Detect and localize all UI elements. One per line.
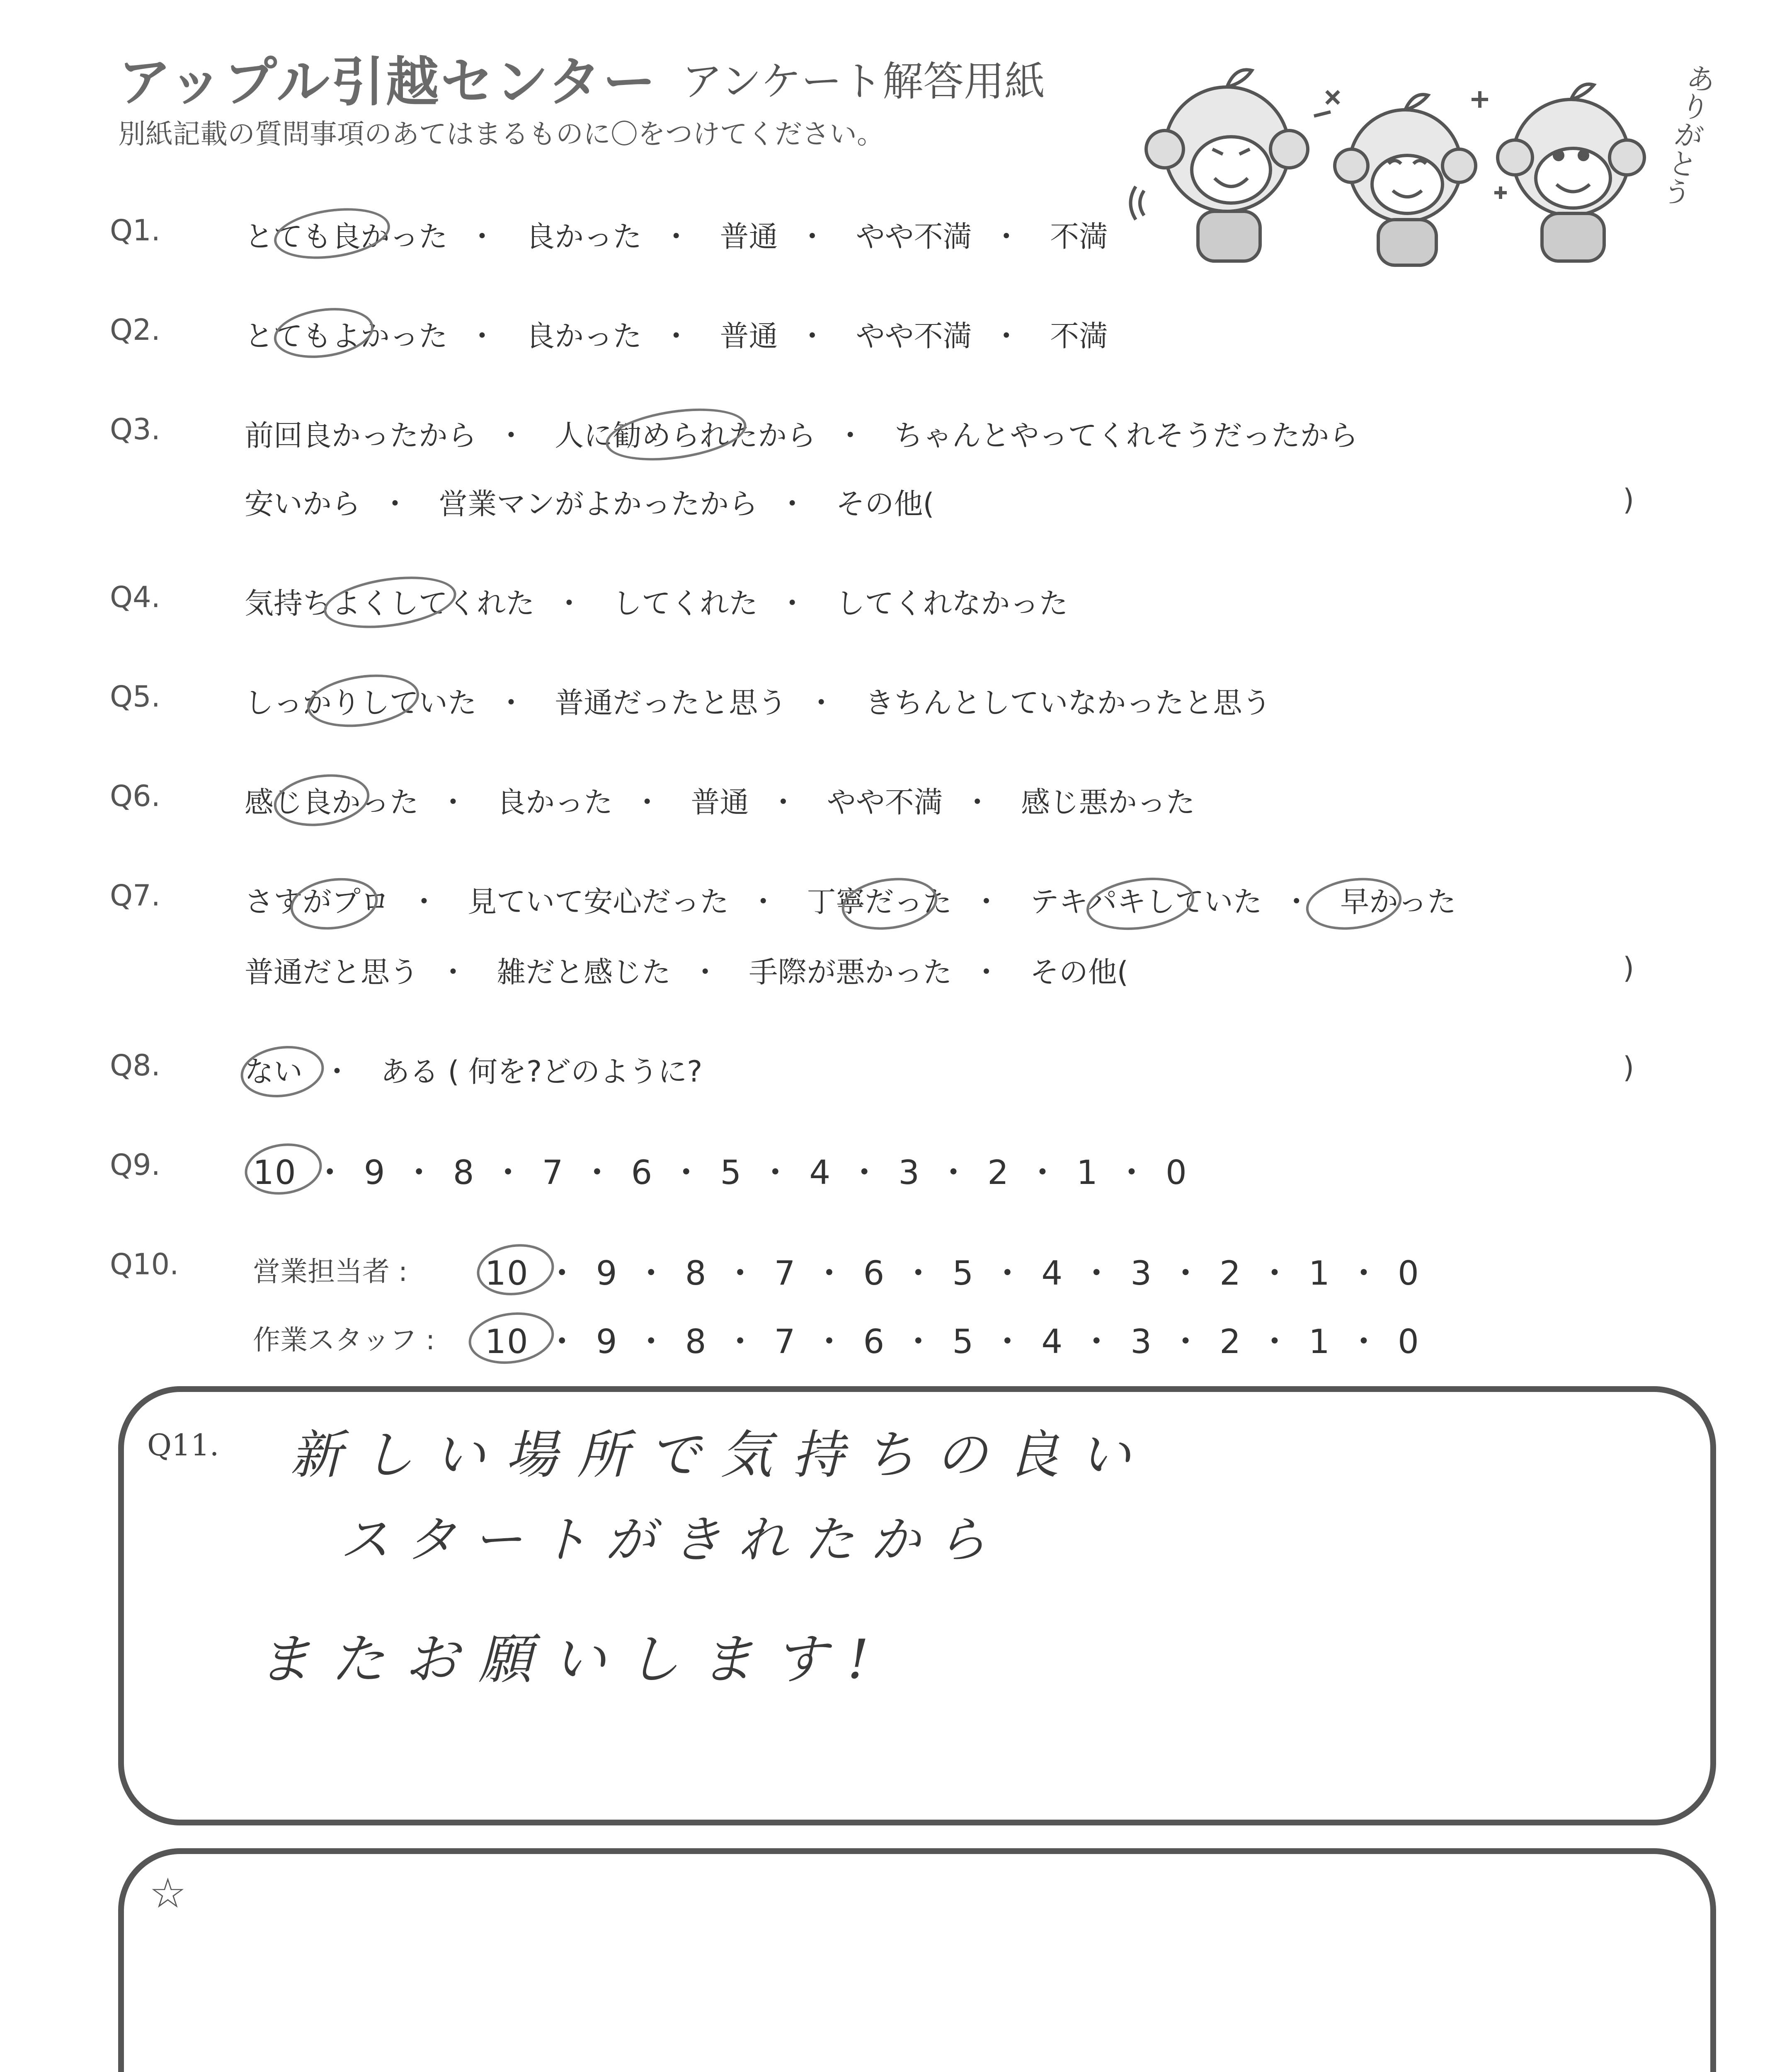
q9-score[interactable]: 8: [453, 1153, 475, 1192]
q8-option[interactable]: ない: [245, 1055, 303, 1089]
q7-paren-close: ): [1623, 951, 1634, 985]
q10-sales-score[interactable]: 4: [1041, 1254, 1064, 1293]
q11-handwritten-line: スタートがきれたから: [340, 1511, 1003, 1569]
q1-selection-circle: [271, 201, 393, 266]
q2-option[interactable]: 良かった: [526, 319, 642, 353]
q7-option[interactable]: 見ていて安心だった: [468, 885, 729, 919]
q4-label: Q4.: [110, 580, 160, 614]
q3-paren-close: ): [1623, 483, 1634, 517]
q1-option[interactable]: 良かった: [526, 220, 642, 254]
q7-option[interactable]: さすがプロ: [245, 885, 390, 919]
q10-staff-score[interactable]: 6: [863, 1322, 885, 1361]
q4-selection-circle: [320, 569, 459, 636]
q5-option[interactable]: きちんとしていなかったと思う: [865, 686, 1271, 720]
q4-option[interactable]: 気持ちよくしてくれた: [245, 586, 535, 620]
q3-options-line1: 前回良かったから ・ 人に勧められたから ・ ちゃんとやってくれそうだったから: [245, 419, 1358, 453]
q9-score[interactable]: 2: [987, 1153, 1010, 1192]
q4-option[interactable]: してくれなかった: [836, 586, 1068, 620]
q10-staff-score[interactable]: 3: [1130, 1322, 1153, 1361]
q9-score[interactable]: 3: [898, 1153, 921, 1192]
q3-option[interactable]: 安いから: [245, 487, 361, 521]
q5-label: Q5.: [110, 680, 160, 714]
q1-options: とても良かった ・ 良かった ・ 普通 ・ やや不満 ・ 不満: [245, 220, 1108, 254]
q8-label: Q8.: [110, 1048, 160, 1082]
q10-staff-score[interactable]: 2: [1220, 1322, 1242, 1361]
q10-staff-score[interactable]: 9: [596, 1322, 618, 1361]
q7-options-line1: さすがプロ ・ 見ていて安心だった ・ 丁寧だった ・ テキパキしていた ・ 早かった: [245, 885, 1457, 919]
q3-option[interactable]: 営業マンがよかったから: [439, 487, 758, 521]
q1-option[interactable]: 不満: [1050, 220, 1108, 254]
q8-option[interactable]: ある ( 何を?どのように?: [381, 1055, 703, 1089]
q6-option[interactable]: 普通: [691, 785, 749, 819]
q9-score[interactable]: 1: [1076, 1153, 1098, 1192]
q7-option[interactable]: テキパキしていた: [1030, 885, 1262, 919]
q5-option[interactable]: 普通だったと思う: [555, 686, 787, 720]
q10-sales-scale: 10 ・ 9 ・ 8 ・ 7 ・ 6 ・ 5 ・ 4 ・ 3 ・ 2 ・ 1 ・ 0: [485, 1254, 1420, 1293]
q3-option[interactable]: ちゃんとやってくれそうだったから: [894, 419, 1358, 453]
q10-sales-score[interactable]: 1: [1309, 1254, 1331, 1293]
q10-staff-score[interactable]: 10: [485, 1322, 529, 1361]
q9-label: Q9.: [110, 1148, 160, 1182]
q7-option[interactable]: 普通だと思う: [245, 955, 419, 989]
q3-option[interactable]: その他(: [836, 487, 934, 521]
q9-score[interactable]: 9: [364, 1153, 386, 1192]
q6-option[interactable]: やや不満: [827, 785, 943, 819]
q3-selection-circle: [603, 401, 750, 468]
q10-staff-score[interactable]: 7: [774, 1322, 796, 1361]
q6-option[interactable]: 感じ悪かった: [1021, 785, 1195, 819]
q2-option[interactable]: 普通: [720, 319, 778, 353]
q10-staff-score[interactable]: 0: [1397, 1322, 1420, 1361]
q6-selection-circle: [271, 768, 373, 832]
q8-options: ない ・ ある ( 何を?どのように?: [245, 1055, 703, 1089]
q10-staff-score[interactable]: 8: [685, 1322, 707, 1361]
mascot-illustration: [1119, 54, 1700, 269]
q3-option[interactable]: 前回良かったから: [245, 419, 477, 453]
q1-option[interactable]: やや不満: [856, 220, 972, 254]
q10-sales-score[interactable]: 5: [952, 1254, 975, 1293]
q1-option[interactable]: とても良かった: [245, 220, 448, 254]
q2-option[interactable]: とてもよかった: [245, 319, 448, 353]
q6-options: 感じ良かった ・ 良かった ・ 普通 ・ やや不満 ・ 感じ悪かった: [245, 785, 1195, 819]
q7-label: Q7.: [110, 879, 160, 913]
q7-option[interactable]: 早かった: [1340, 885, 1457, 919]
q10-sales-label: 営業担当者 :: [253, 1256, 408, 1288]
q10-sales-score[interactable]: 6: [863, 1254, 885, 1293]
q7-option[interactable]: 雑だと感じた: [497, 955, 671, 989]
q4-options: 気持ちよくしてくれた ・ してくれた ・ してくれなかった: [245, 586, 1068, 620]
q11-handwritten-line: 新しい場所で気持ちの良い: [290, 1425, 1151, 1485]
q9-score[interactable]: 7: [542, 1153, 564, 1192]
brand-title: アップル引越センター: [118, 51, 657, 113]
instruction-text: 別紙記載の質問事項のあてはまるものに〇をつけてください。: [118, 118, 884, 150]
q11-label: Q11.: [147, 1428, 219, 1462]
q10-staff-label: 作業スタッフ :: [253, 1324, 435, 1356]
q10-sales-score[interactable]: 10: [485, 1254, 529, 1293]
q2-options: とてもよかった ・ 良かった ・ 普通 ・ やや不満 ・ 不満: [245, 319, 1108, 353]
q10-staff-scale: 10 ・ 9 ・ 8 ・ 7 ・ 6 ・ 5 ・ 4 ・ 3 ・ 2 ・ 1 ・ 0: [485, 1322, 1420, 1361]
q3-option[interactable]: 人に勧められたから: [555, 419, 816, 453]
q10-sales-score[interactable]: 8: [685, 1254, 707, 1293]
q10-label: Q10.: [110, 1247, 179, 1281]
q9-score[interactable]: 4: [809, 1153, 832, 1192]
q10-staff-score[interactable]: 5: [952, 1322, 975, 1361]
q7-option[interactable]: 手際が悪かった: [749, 955, 952, 989]
q6-label: Q6.: [110, 779, 160, 813]
q8-paren-close: ): [1623, 1051, 1634, 1084]
q4-option[interactable]: してくれた: [613, 586, 758, 620]
q10-sales-score[interactable]: 3: [1130, 1254, 1153, 1293]
thanks-text: ありがとう: [1655, 60, 1719, 209]
q1-option[interactable]: 普通: [720, 220, 778, 254]
q3-label: Q3.: [110, 412, 160, 446]
q2-label: Q2.: [110, 313, 160, 347]
q10-sales-score[interactable]: 2: [1220, 1254, 1242, 1293]
q1-label: Q1.: [110, 213, 160, 247]
q9-score[interactable]: 0: [1165, 1153, 1188, 1192]
q10-staff-score[interactable]: 1: [1309, 1322, 1331, 1361]
q2-option[interactable]: 不満: [1050, 319, 1108, 353]
q9-score[interactable]: 10: [253, 1153, 297, 1192]
q11-handwritten-line: またお願いします!: [257, 1628, 889, 1691]
form-subtitle: アンケート解答用紙: [682, 58, 1045, 105]
q7-option[interactable]: 丁寧だった: [807, 885, 952, 919]
q6-option[interactable]: 良かった: [497, 785, 613, 819]
q7-option[interactable]: その他(: [1030, 955, 1129, 989]
q9-score[interactable]: 5: [720, 1153, 742, 1192]
q9-scale: 10 ・ 9 ・ 8 ・ 7 ・ 6 ・ 5 ・ 4 ・ 3 ・ 2 ・ 1 ・ 0: [253, 1153, 1188, 1192]
q9-score[interactable]: 6: [631, 1153, 653, 1192]
q3-options-line2: 安いから ・ 営業マンがよかったから ・ その他(: [245, 487, 934, 521]
star-icon: ☆: [149, 1869, 187, 1917]
q5-option[interactable]: しっかりしていた: [245, 686, 477, 720]
free-comment-box[interactable]: [118, 1848, 1716, 2072]
q5-options: しっかりしていた ・ 普通だったと思う ・ きちんとしていなかったと思う: [245, 686, 1271, 720]
q10-sales-score[interactable]: 0: [1397, 1254, 1420, 1293]
q2-option[interactable]: やや不満: [856, 319, 972, 353]
q6-option[interactable]: 感じ良かった: [245, 785, 419, 819]
q7-options-line2: 普通だと思う ・ 雑だと感じた ・ 手際が悪かった ・ その他(: [245, 955, 1129, 989]
q10-sales-score[interactable]: 7: [774, 1254, 796, 1293]
q10-sales-score[interactable]: 9: [596, 1254, 618, 1293]
q5-selection-circle: [304, 668, 422, 734]
q10-staff-score[interactable]: 4: [1041, 1322, 1064, 1361]
